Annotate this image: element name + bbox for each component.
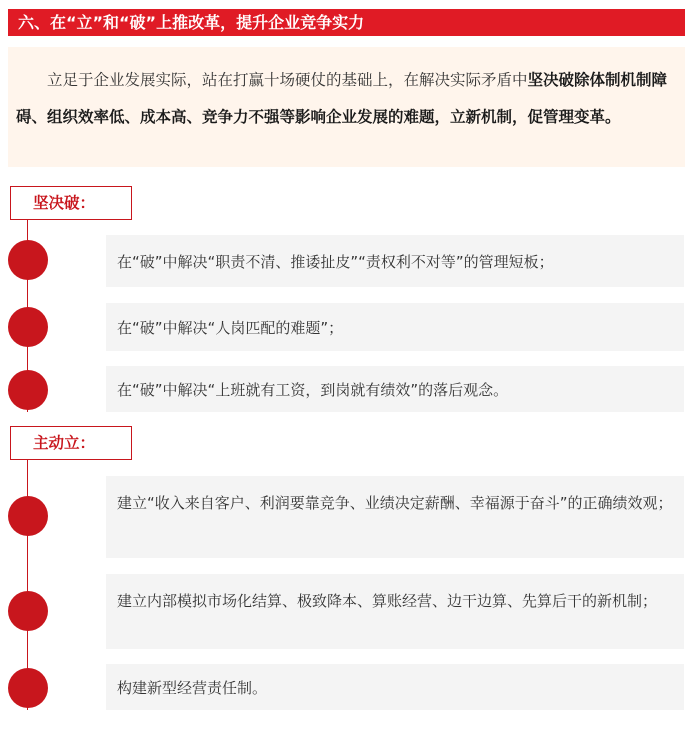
timeline-dot (8, 668, 48, 708)
list-item: 在“破”中解决“人岗匹配的难题”； (106, 303, 684, 351)
list-item: 建立“收入来自客户、利润要靠竞争、业绩决定薪酬、幸福源于奋斗”的正确绩效观； (106, 476, 684, 558)
timeline-dot (8, 240, 48, 280)
section-label-build: 主动立： (10, 426, 132, 460)
timeline-dot (8, 307, 48, 347)
section-label-break: 坚决破： (10, 186, 132, 220)
intro-text: 立足于企业发展实际，站在打赢十场硬仗的基础上，在解决实际矛盾中 (47, 71, 528, 89)
timeline-dot (8, 591, 48, 631)
list-item: 建立内部模拟市场化结算、极致降本、算账经营、边干边算、先算后干的新机制； (106, 574, 684, 649)
section-title: 六、在“立”和“破”上推改革，提升企业竞争实力 (8, 9, 685, 36)
timeline-dot (8, 496, 48, 536)
timeline-dot (8, 370, 48, 410)
list-item: 在“破”中解决“职责不清、推诿扯皮”“责权利不对等”的管理短板； (106, 235, 684, 287)
intro-paragraph (8, 47, 685, 167)
list-item: 在“破”中解决“上班就有工资，到岗就有绩效”的落后观念。 (106, 366, 684, 412)
intro-bold-text: 坚决破除体制机制障碍、组织效率低、成本高、竞争力不强等影响企业发展的难题，立新机制，促管理变革。 (16, 71, 668, 126)
list-item: 构建新型经营责任制。 (106, 664, 684, 710)
